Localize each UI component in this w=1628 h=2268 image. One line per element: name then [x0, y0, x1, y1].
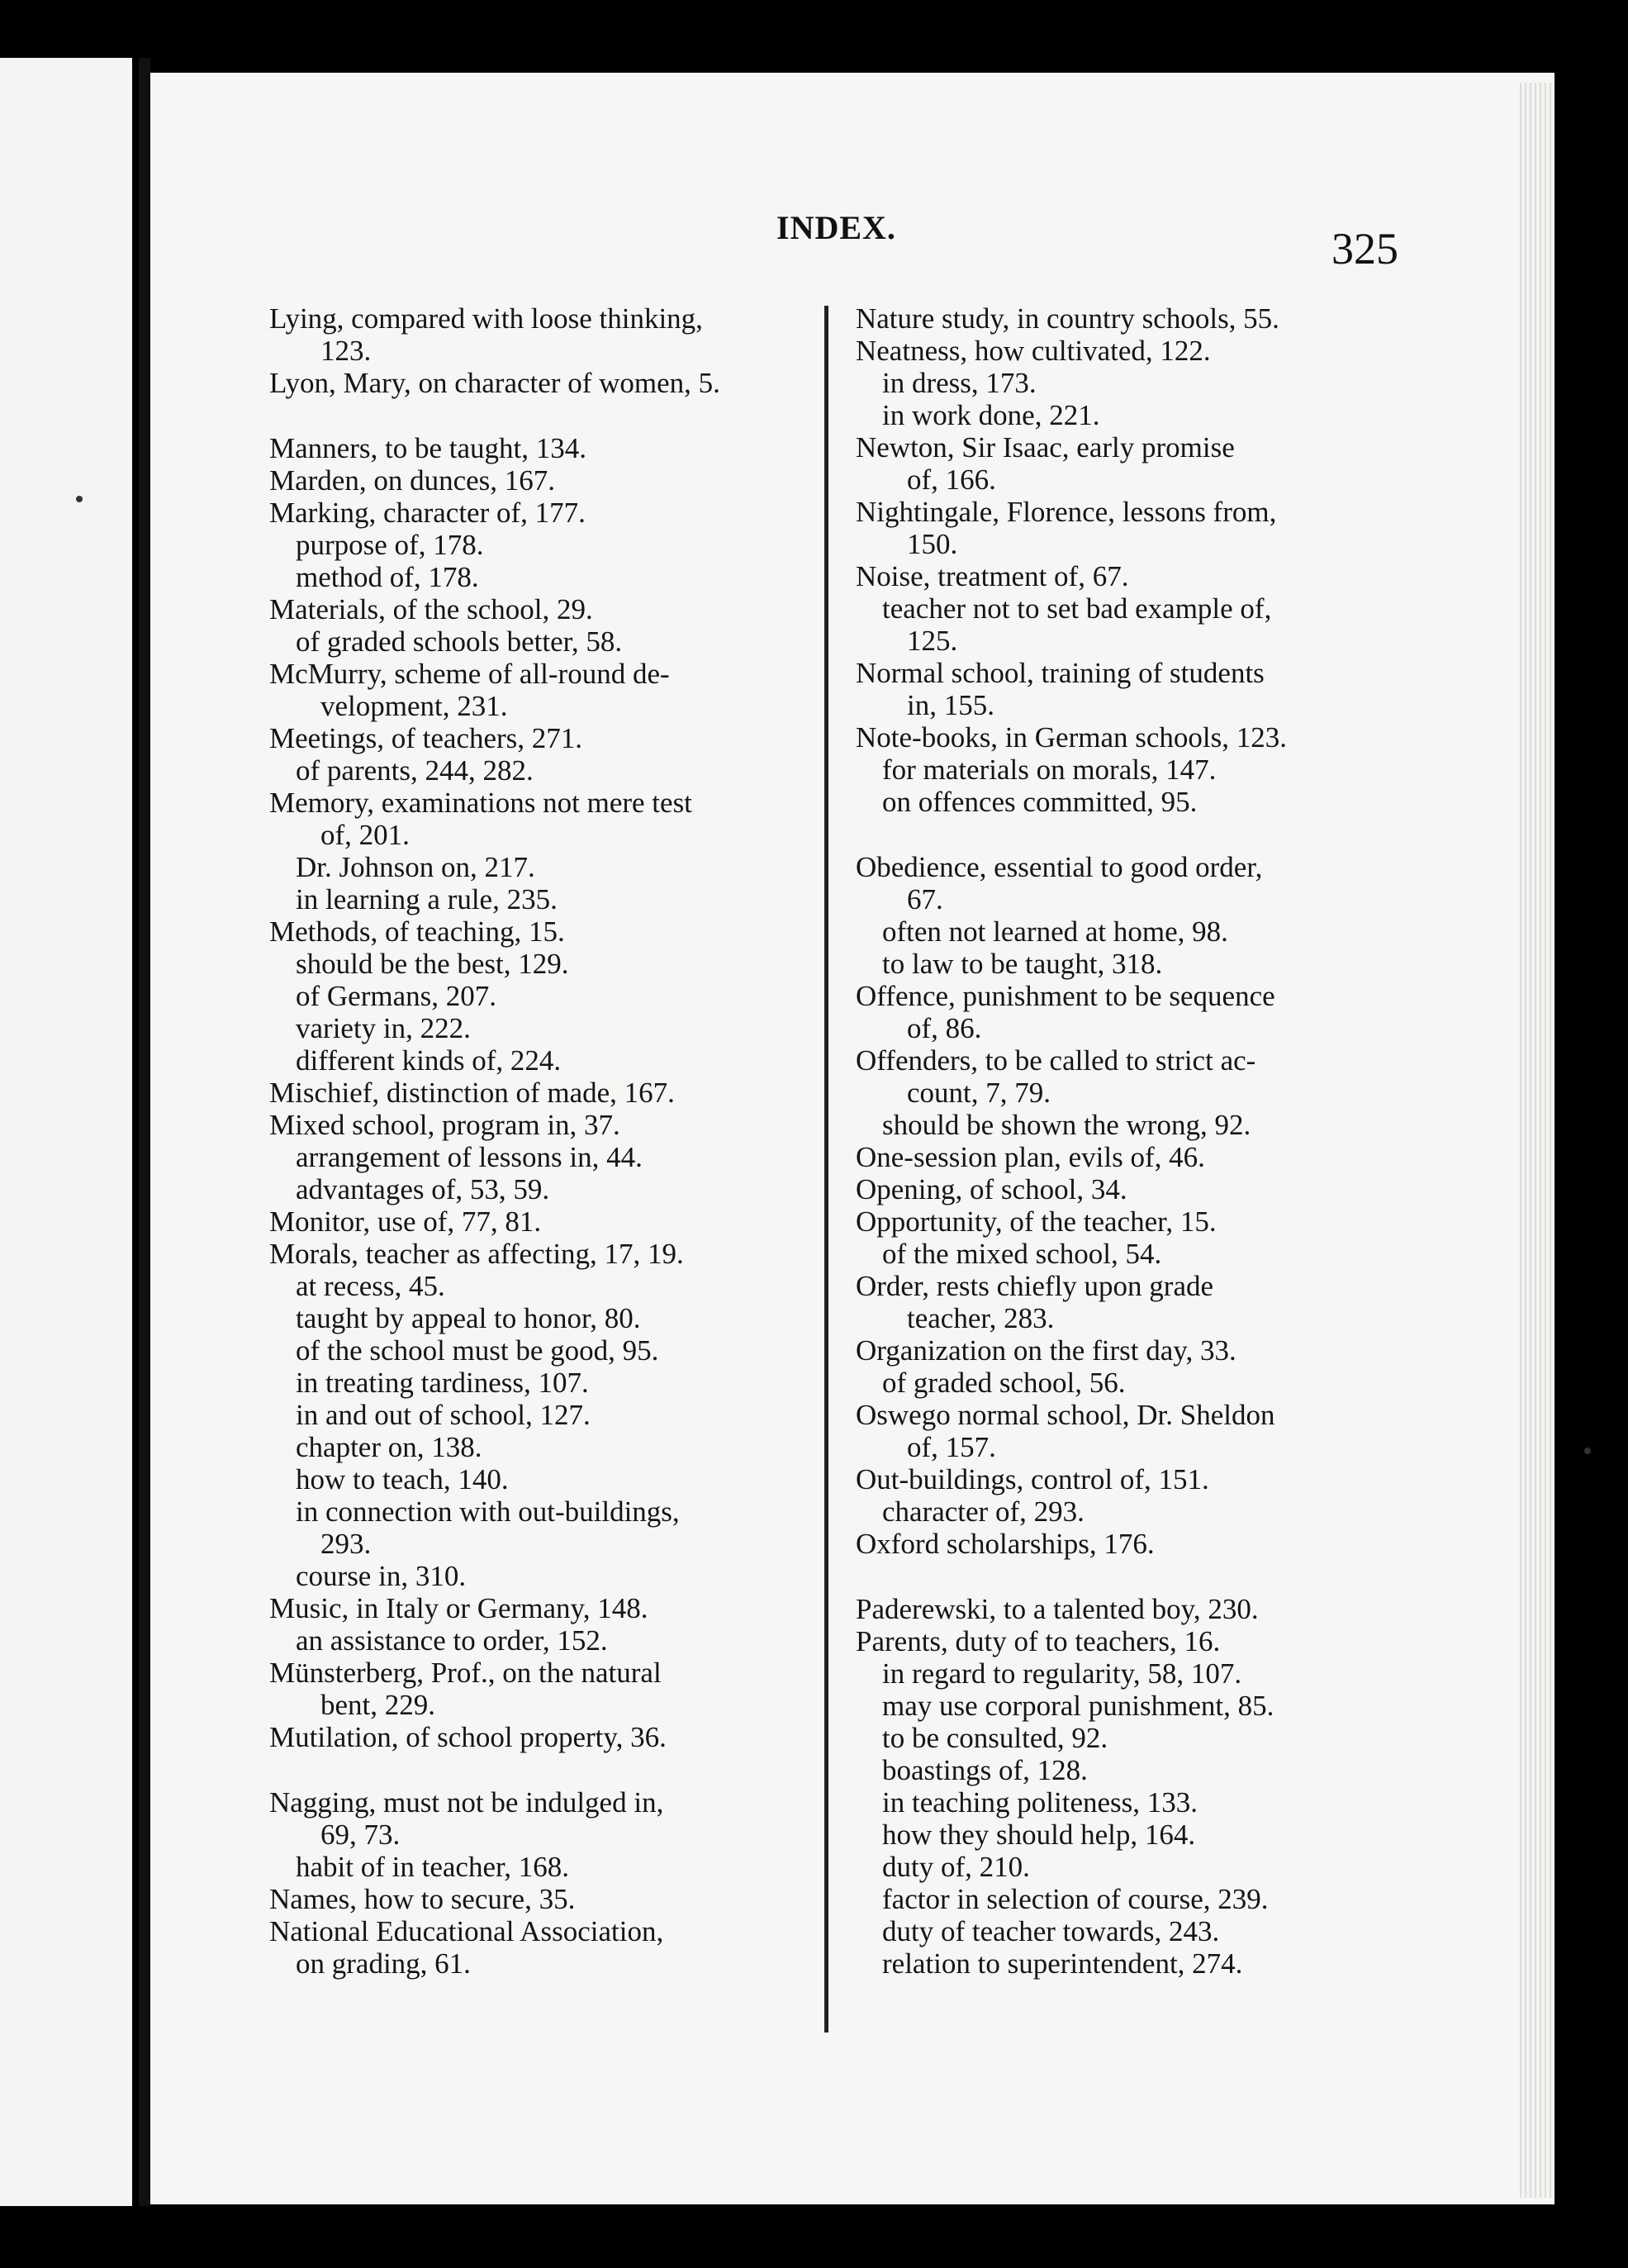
index-subentry: factor in selection of course, 239. — [882, 1883, 1269, 1915]
index-subentry: in dress, 173. — [882, 367, 1037, 399]
index-subentry: of graded schools better, 58. — [296, 625, 623, 658]
index-continuation: 293. — [320, 1528, 372, 1560]
index-entry: Mischief, distinction of made, 167. — [269, 1077, 675, 1109]
index-subentry: for materials on morals, 147. — [882, 754, 1217, 786]
index-entry: Nagging, must not be indulged in, — [269, 1786, 664, 1819]
index-continuation: teacher, 283. — [907, 1302, 1055, 1334]
index-subentry: on grading, 61. — [296, 1947, 471, 1980]
index-entry: Mixed school, program in, 37. — [269, 1109, 620, 1141]
index-entry: Opportunity, of the teacher, 15. — [856, 1205, 1217, 1238]
index-subentry: of parents, 244, 282. — [296, 754, 534, 787]
index-entry: Parents, duty of to teachers, 16. — [856, 1625, 1221, 1657]
index-continuation: 69, 73. — [320, 1819, 401, 1851]
index-continuation: count, 7, 79. — [907, 1077, 1051, 1109]
index-entry: Names, how to secure, 35. — [269, 1883, 576, 1915]
index-subentry: how they should help, 164. — [882, 1819, 1196, 1851]
index-subentry: course in, 310. — [296, 1560, 467, 1592]
index-subentry: in and out of school, 127. — [296, 1399, 591, 1431]
index-continuation: of, 157. — [907, 1431, 996, 1463]
index-entry: Opening, of school, 34. — [856, 1173, 1127, 1205]
index-subentry: should be shown the wrong, 92. — [882, 1109, 1251, 1141]
index-subentry: boastings of, 128. — [882, 1754, 1088, 1786]
index-entry: Newton, Sir Isaac, early promise — [856, 431, 1235, 464]
index-entry: Lying, compared with loose thinking, — [269, 302, 703, 335]
index-subentry: character of, 293. — [882, 1495, 1085, 1528]
index-subentry: at recess, 45. — [296, 1270, 445, 1302]
index-subentry: an assistance to order, 152. — [296, 1624, 608, 1657]
index-entry: Organization on the first day, 33. — [856, 1334, 1236, 1367]
index-subentry: may use corporal punishment, 85. — [882, 1690, 1274, 1722]
index-entry: Note-books, in German schools, 123. — [856, 721, 1288, 754]
index-subentry: in learning a rule, 235. — [296, 883, 558, 915]
index-entry: Materials, of the school, 29. — [269, 593, 593, 625]
index-subentry: arrangement of lessons in, 44. — [296, 1141, 643, 1173]
index-subentry: of Germans, 207. — [296, 980, 497, 1012]
index-subentry: often not learned at home, 98. — [882, 915, 1228, 948]
index-entry: Nightingale, Florence, lessons from, — [856, 496, 1277, 528]
index-subentry: of graded school, 56. — [882, 1367, 1126, 1399]
index-entry: Offenders, to be called to strict ac- — [856, 1044, 1256, 1077]
margin-speck — [76, 496, 83, 502]
index-subentry: should be the best, 129. — [296, 948, 569, 980]
index-continuation: velopment, 231. — [320, 690, 508, 722]
index-continuation: 67. — [907, 883, 943, 915]
index-subentry: duty of, 210. — [882, 1851, 1030, 1883]
index-subentry: different kinds of, 224. — [296, 1044, 562, 1077]
index-subentry: habit of in teacher, 168. — [296, 1851, 569, 1883]
index-column-right — [856, 302, 1384, 1980]
index-entry: Oswego normal school, Dr. Sheldon — [856, 1399, 1275, 1431]
index-entry: Mutilation, of school property, 36. — [269, 1721, 667, 1753]
index-entry: Memory, examinations not mere test — [269, 787, 692, 819]
index-column-left — [269, 302, 806, 1980]
index-continuation: of, 166. — [907, 464, 996, 496]
index-continuation: 123. — [320, 335, 372, 367]
index-subentry: in regard to regularity, 58, 107. — [882, 1657, 1242, 1690]
index-subentry: in treating tardiness, 107. — [296, 1367, 589, 1399]
page-gutter — [139, 58, 150, 2206]
index-subentry: purpose of, 178. — [296, 529, 484, 561]
index-entry: Noise, treatment of, 67. — [856, 560, 1129, 592]
index-subentry: to be consulted, 92. — [882, 1722, 1108, 1754]
index-entry: Paderewski, to a talented boy, 230. — [856, 1593, 1259, 1625]
column-divider — [824, 306, 828, 2033]
index-subentry: to law to be taught, 318. — [882, 948, 1163, 980]
index-entry: Out-buildings, control of, 151. — [856, 1463, 1209, 1495]
index-entry: Order, rests chiefly upon grade — [856, 1270, 1214, 1302]
index-entry: Lyon, Mary, on character of women, 5. — [269, 367, 720, 399]
index-subentry: advantages of, 53, 59. — [296, 1173, 550, 1205]
index-subentry: method of, 178. — [296, 561, 479, 593]
index-subentry: variety in, 222. — [296, 1012, 471, 1044]
facing-page-edge — [0, 58, 132, 2206]
index-continuation: bent, 229. — [320, 1689, 436, 1721]
index-entry: Methods, of teaching, 15. — [269, 915, 565, 948]
index-entry: Morals, teacher as affecting, 17, 19. — [269, 1238, 684, 1270]
page-number: 325 — [1331, 224, 1398, 273]
index-entry: Music, in Italy or Germany, 148. — [269, 1592, 648, 1624]
section-gap — [856, 818, 1384, 851]
index-subentry: Dr. Johnson on, 217. — [296, 851, 535, 883]
section-gap — [269, 1753, 806, 1786]
index-subentry: relation to superintendent, 274. — [882, 1947, 1243, 1980]
index-subentry: taught by appeal to honor, 80. — [296, 1302, 641, 1334]
index-entry: Oxford scholarships, 176. — [856, 1528, 1155, 1560]
index-entry: Neatness, how cultivated, 122. — [856, 335, 1211, 367]
index-entry: Marking, character of, 177. — [269, 497, 586, 529]
index-entry: Monitor, use of, 77, 81. — [269, 1205, 542, 1238]
index-continuation: 125. — [907, 625, 958, 657]
index-continuation: of, 201. — [320, 819, 410, 851]
index-subentry: teacher not to set bad example of, — [882, 592, 1272, 625]
section-gap — [269, 399, 806, 432]
index-entry: Offence, punishment to be sequence — [856, 980, 1275, 1012]
index-subentry: how to teach, 140. — [296, 1463, 509, 1495]
index-entry: Marden, on dunces, 167. — [269, 464, 556, 497]
index-subentry: of the mixed school, 54. — [882, 1238, 1162, 1270]
running-title: INDEX. — [776, 209, 896, 246]
index-entry: McMurry, scheme of all-round de- — [269, 658, 670, 690]
index-entry: One-session plan, evils of, 46. — [856, 1141, 1205, 1173]
index-entry: Meetings, of teachers, 271. — [269, 722, 583, 754]
page-stack-edge — [1520, 83, 1553, 2198]
index-entry: National Educational Association, — [269, 1915, 664, 1947]
index-subentry: in work done, 221. — [882, 399, 1100, 431]
index-entry: Manners, to be taught, 134. — [269, 432, 586, 464]
index-continuation: in, 155. — [907, 689, 994, 721]
index-entry: Normal school, training of students — [856, 657, 1265, 689]
index-subentry: chapter on, 138. — [296, 1431, 482, 1463]
index-entry: Nature study, in country schools, 55. — [856, 302, 1279, 335]
index-subentry: duty of teacher towards, 243. — [882, 1915, 1220, 1947]
index-subentry: in teaching politeness, 133. — [882, 1786, 1198, 1819]
index-entry: Münsterberg, Prof., on the natural — [269, 1657, 662, 1689]
index-entry: Obedience, essential to good order, — [856, 851, 1263, 883]
index-subentry: of the school must be good, 95. — [296, 1334, 659, 1367]
index-continuation: 150. — [907, 528, 958, 560]
margin-speck — [1584, 1448, 1591, 1454]
section-gap — [856, 1560, 1384, 1593]
index-subentry: in connection with out-buildings, — [296, 1495, 680, 1528]
index-continuation: of, 86. — [907, 1012, 982, 1044]
index-subentry: on offences committed, 95. — [882, 786, 1198, 818]
